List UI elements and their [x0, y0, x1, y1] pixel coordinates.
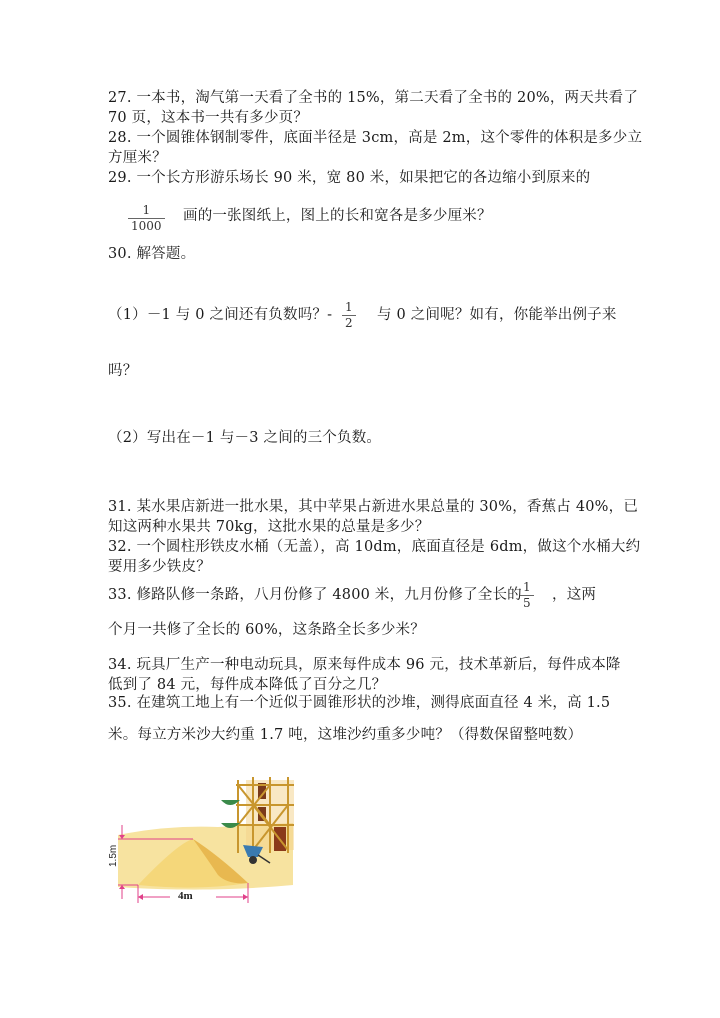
sand-pile-figure	[108, 775, 298, 905]
q31-line1: 31. 某水果店新进一批水果，其中苹果占新进水果总量的 30%，香蕉占 40%，已	[108, 499, 639, 515]
q28-line2: 方厘米？	[108, 150, 167, 166]
fraction-denominator: 5	[523, 596, 531, 610]
q30-title: 30. 解答题。	[108, 246, 196, 262]
sand-pile-illustration	[108, 775, 298, 905]
q30-part1-c: 吗？	[108, 363, 138, 379]
fraction-numerator: 1	[523, 580, 531, 594]
q30-part1-b: 与 0 之间呢？如有，你能举出例子来	[377, 307, 617, 323]
q31-line2: 知这两种水果共 70kg，这批水果的总量是多少？	[108, 519, 430, 535]
q30-part1-a: （1）－1 与 0 之间还有负数吗？-	[108, 307, 333, 323]
q28-line1: 28. 一个圆锥体钢制零件，底面半径是 3cm，高是 2m，这个零件的体积是多少立	[108, 130, 643, 146]
q35-line2: 米。每立方米沙大约重 1.7 吨，这堆沙约重多少吨？（得数保留整吨数）	[108, 727, 583, 743]
height-dimension-label: 1.5m	[108, 844, 119, 867]
q34-line1: 34. 玩具厂生产一种电动玩具，原来每件成本 96 元，技术革新后，每件成本降	[108, 657, 621, 673]
fraction-denominator: 1000	[131, 219, 162, 233]
fraction-denominator: 2	[345, 316, 353, 330]
q27-line1: 27. 一本书，淘气第一天看了全书的 15%，第二天看了全书的 20%，两天共看了	[108, 90, 639, 106]
q33-line1a: 33. 修路队修一条路，八月份修了 4800 米，九月份修了全长的	[108, 587, 522, 603]
q30-part2: （2）写出在－1 与－3 之间的三个负数。	[108, 430, 382, 446]
q34-line2: 低到了 84 元，每件成本降低了百分之几？	[108, 677, 387, 693]
q27-line2: 70 页，这本书一共有多少页？	[108, 110, 309, 126]
fraction-1-2	[342, 301, 356, 330]
fraction-numerator: 1	[142, 203, 151, 217]
q32-line1: 32. 一个圆柱形铁皮水桶（无盖），高 10dm，底面直径是 6dm，做这个水桶大约	[108, 539, 641, 555]
q29-line1: 29. 一个长方形游乐场长 90 米，宽 80 米，如果把它的各边缩小到原来的	[108, 170, 591, 186]
fraction-1-5	[520, 581, 534, 610]
q29-line2: 画的一张图纸上，图上的长和宽各是多少厘米？	[183, 208, 492, 224]
q35-line1: 35. 在建筑工地上有一个近似于圆锥形状的沙堆，测得底面直径 4 米，高 1.5	[108, 695, 611, 711]
q32-line2: 要用多少铁皮？	[108, 559, 211, 575]
fraction-1-1000	[128, 204, 165, 233]
diameter-dimension-label: 4m	[178, 890, 193, 902]
q33-line1b: ，这两	[552, 587, 597, 603]
fraction-numerator: 1	[345, 300, 353, 314]
q33-line2: 个月一共修了全长的 60%，这条路全长多少米？	[108, 622, 425, 638]
